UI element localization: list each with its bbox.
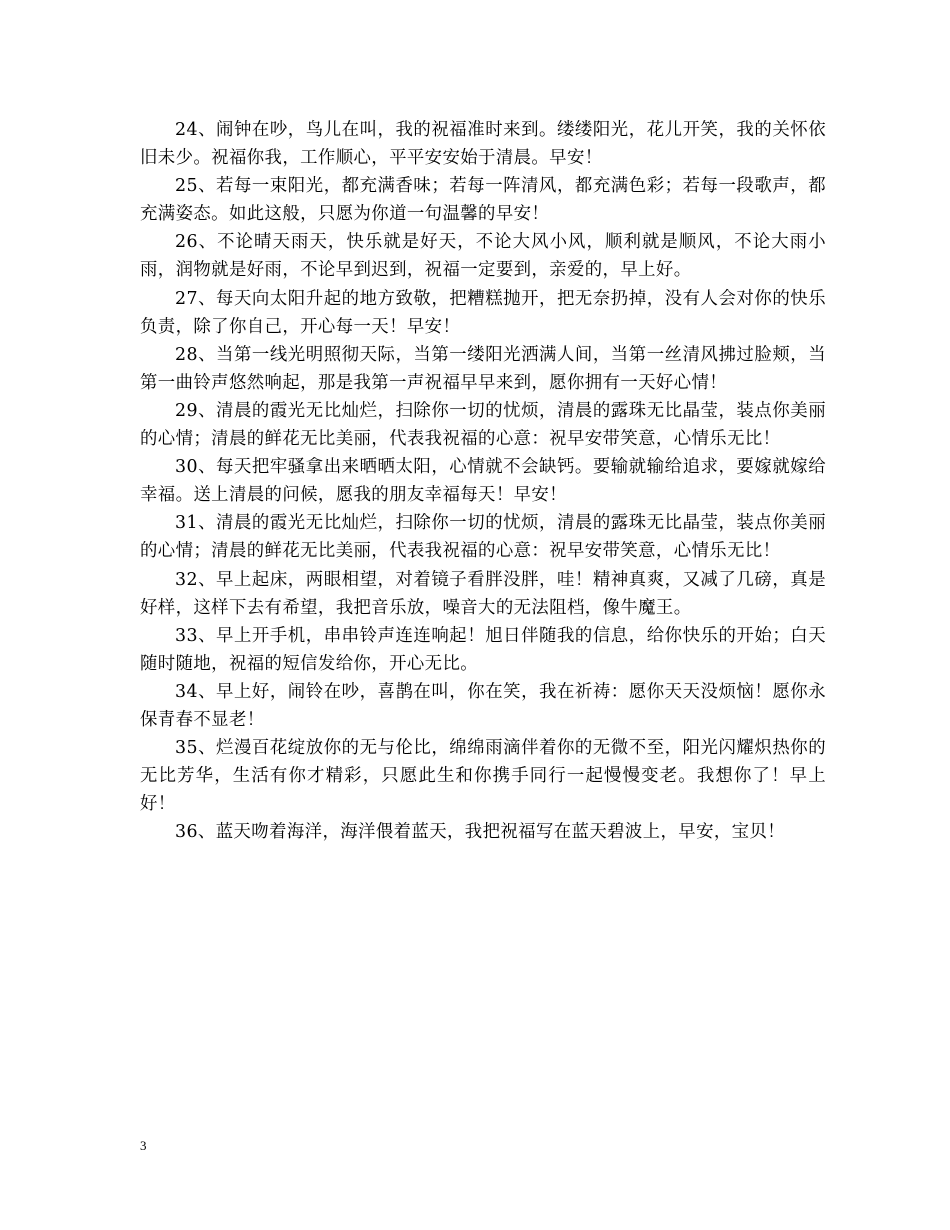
paragraph-31: 31、清晨的霞光无比灿烂，扫除你一切的忧烦，清晨的露珠无比晶莹，装点你美丽的心情；清晨的鲜花无比美丽，代表我祝福的心意：祝早安带笑意，心情乐无比！ — [140, 513, 826, 562]
paragraph-36: 36、蓝天吻着海洋，海洋偎着蓝天，我把祝福写在蓝天碧波上，早安，宝贝！ — [175, 822, 786, 843]
paragraph-34: 34、早上好，闹铃在吵，喜鹊在叫，你在笑，我在祈祷：愿你天天没烦恼！愿你永保青春不显老！ — [140, 681, 826, 730]
paragraph-35: 35、烂漫百花绽放你的无与伦比，绵绵雨滴伴着你的无微不至，阳光闪耀炽热你的无比芳华，生活有你才精彩，只愿此生和你携手同行一起慢慢变老。我想你了！早上好！ — [140, 738, 826, 815]
page-number: 3 — [140, 1138, 147, 1153]
paragraph-26: 26、不论晴天雨天，快乐就是好天，不论大风小风，顺利就是顺风，不论大雨小雨，润物就是好雨，不论早到迟到，祝福一定要到，亲爱的，早上好。 — [140, 232, 826, 281]
paragraph-27: 27、每天向太阳升起的地方致敬，把糟糕抛开，把无奈扔掉，没有人会对你的快乐负责，除了你自己，开心每一天！早安！ — [140, 288, 826, 337]
paragraph-32: 32、早上起床，两眼相望，对着镜子看胖没胖，哇！精神真爽，又减了几磅，真是好样，这样下去有希望，我把音乐放，噪音大的无法阻档，像牛魔王。 — [140, 569, 826, 618]
paragraph-29: 29、清晨的霞光无比灿烂，扫除你一切的忧烦，清晨的露珠无比晶莹，装点你美丽的心情；清晨的鲜花无比美丽，代表我祝福的心意：祝早安带笑意，心情乐无比！ — [140, 400, 826, 450]
paragraph-24: 24、闹钟在吵，鸟儿在叫，我的祝福准时来到。缕缕阳光，花儿开笑，我的关怀依旧未少。祝福你我，工作顺心，平平安安始于清晨。早安！ — [140, 120, 826, 169]
paragraph-33: 33、早上开手机，串串铃声连连响起！旭日伴随我的信息，给你快乐的开始；白天随时随地，祝福的短信发给你，开心无比。 — [140, 625, 826, 674]
paragraph-30: 30、每天把牢骚拿出来晒晒太阳，心情就不会缺钙。要输就输给追求，要嫁就嫁给幸福。送上清晨的问候，愿我的朋友幸福每天！早安！ — [140, 457, 826, 506]
paragraph-25: 25、若每一束阳光，都充满香味；若每一阵清风，都充满色彩；若每一段歌声，都充满姿态。如此这般，只愿为你道一句温馨的早安！ — [140, 176, 826, 225]
paragraph-28: 28、当第一线光明照彻天际，当第一缕阳光洒满人间，当第一丝清风拂过脸颊，当第一曲铃声悠然响起，那是我第一声祝福早早来到，愿你拥有一天好心情！ — [140, 344, 826, 393]
document-body — [140, 116, 826, 846]
